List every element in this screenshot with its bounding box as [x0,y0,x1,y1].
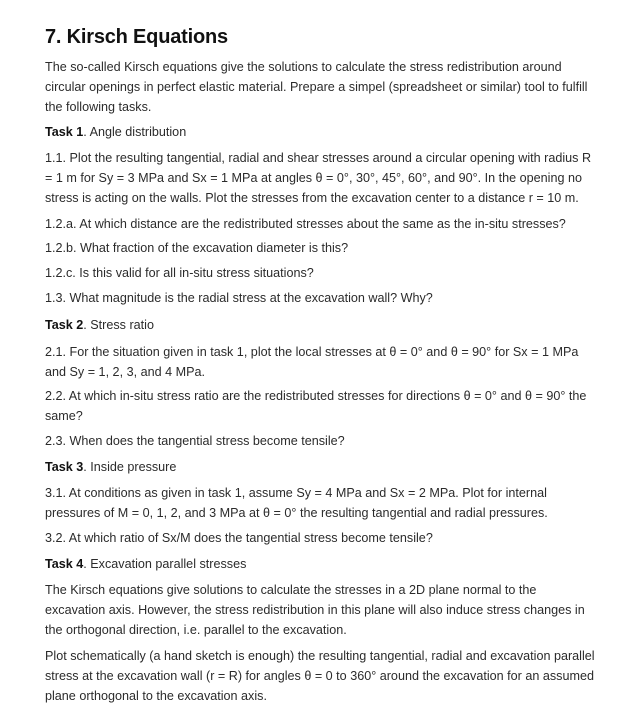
text-line: and Sy = 1, 2, 3, and 4 MPa. [45,365,205,379]
task-2-heading [45,315,605,335]
task-name: . Angle distribution [83,125,187,139]
text-line: pressures of M = 0, 1, 2, and 3 MPa at θ = 0° the resulting tangential and radial pressures. [45,506,548,520]
task-name: . Stress ratio [83,318,154,332]
text-line: 1.2.a. At which distance are the redistributed stresses about the same as the in-situ stresses? [45,217,566,231]
task-label: Task 2 [45,318,84,332]
question-3-1 [45,483,605,523]
question-1-3 [45,288,605,308]
question-1-1 [45,148,605,208]
text-line: circular openings in perfect elastic material. Prepare a simpel (spreadsheet or similar) tool to fulfill [45,80,588,94]
question-3-2 [45,528,605,548]
text-line: The so-called Kirsch equations give the solutions to calculate the stress redistribution around [45,60,562,74]
text-line: excavation axis. However, the stress redistribution in this plane will also induce stress changes in [45,603,585,617]
text-line: 2.2. At which in-situ stress ratio are the redistributed stresses for directions θ = 0° and θ = 90° the [45,389,587,403]
question-1-2b [45,238,605,258]
text-line: 1.2.c. Is this valid for all in-situ stress situations? [45,266,314,280]
question-2-1 [45,342,605,382]
question-1-2a [45,214,605,234]
text-line: 3.1. At conditions as given in task 1, assume Sy = 4 MPa and Sx = 2 MPa. Plot for internal [45,486,547,500]
intro-paragraph [45,57,605,117]
text-line: 1.2.b. What fraction of the excavation diameter is this? [45,241,349,255]
question-2-2 [45,386,605,426]
text-line: plane orthogonal to the excavation axis. [45,689,267,703]
text-line: the following tasks. [45,100,152,114]
task-1-heading [45,122,605,142]
text-line: 1.3. What magnitude is the radial stress at the excavation wall? Why? [45,291,433,305]
task-label: Task 4 [45,557,84,571]
text-line: The Kirsch equations give solutions to calculate the stresses in a 2D plane normal to the [45,583,537,597]
question-1-2c [45,263,605,283]
task-4-paragraph-2 [45,646,605,706]
task-name: . Excavation parallel stresses [83,557,247,571]
task-4-heading [45,554,605,574]
text-line: = 1 m for Sy = 3 MPa and Sx = 1 MPa at angles θ = 0°, 30°, 45°, 60°, and 90°. In the opening no [45,171,582,185]
task-4-paragraph-1 [45,580,605,640]
task-3-heading [45,457,605,477]
task-label: Task 3 [45,460,84,474]
text-line: stress at the excavation wall (r = R) for angles θ = 0 to 360° around the excavation for an assumed [45,669,594,683]
task-name: . Inside pressure [83,460,177,474]
page-title: 7. Kirsch Equations [45,26,228,48]
text-line: 2.3. When does the tangential stress become tensile? [45,434,345,448]
text-line: stress is acting on the walls. Plot the stresses from the excavation center to a distance r = 10 m. [45,191,579,205]
question-2-3 [45,431,605,451]
text-line: 1.1. Plot the resulting tangential, radial and shear stresses around a circular opening with radius R [45,151,592,165]
text-line: 2.1. For the situation given in task 1, plot the local stresses at θ = 0° and θ = 90° for Sx = 1 MPa [45,345,579,359]
text-line: same? [45,409,83,423]
text-line: the orthogonal direction, i.e. parallel to the excavation. [45,623,347,637]
text-line: 3.2. At which ratio of Sx/M does the tangential stress become tensile? [45,531,433,545]
task-label: Task 1 [45,125,84,139]
text-line: Plot schematically (a hand sketch is enough) the resulting tangential, radial and excavation parallel [45,649,595,663]
